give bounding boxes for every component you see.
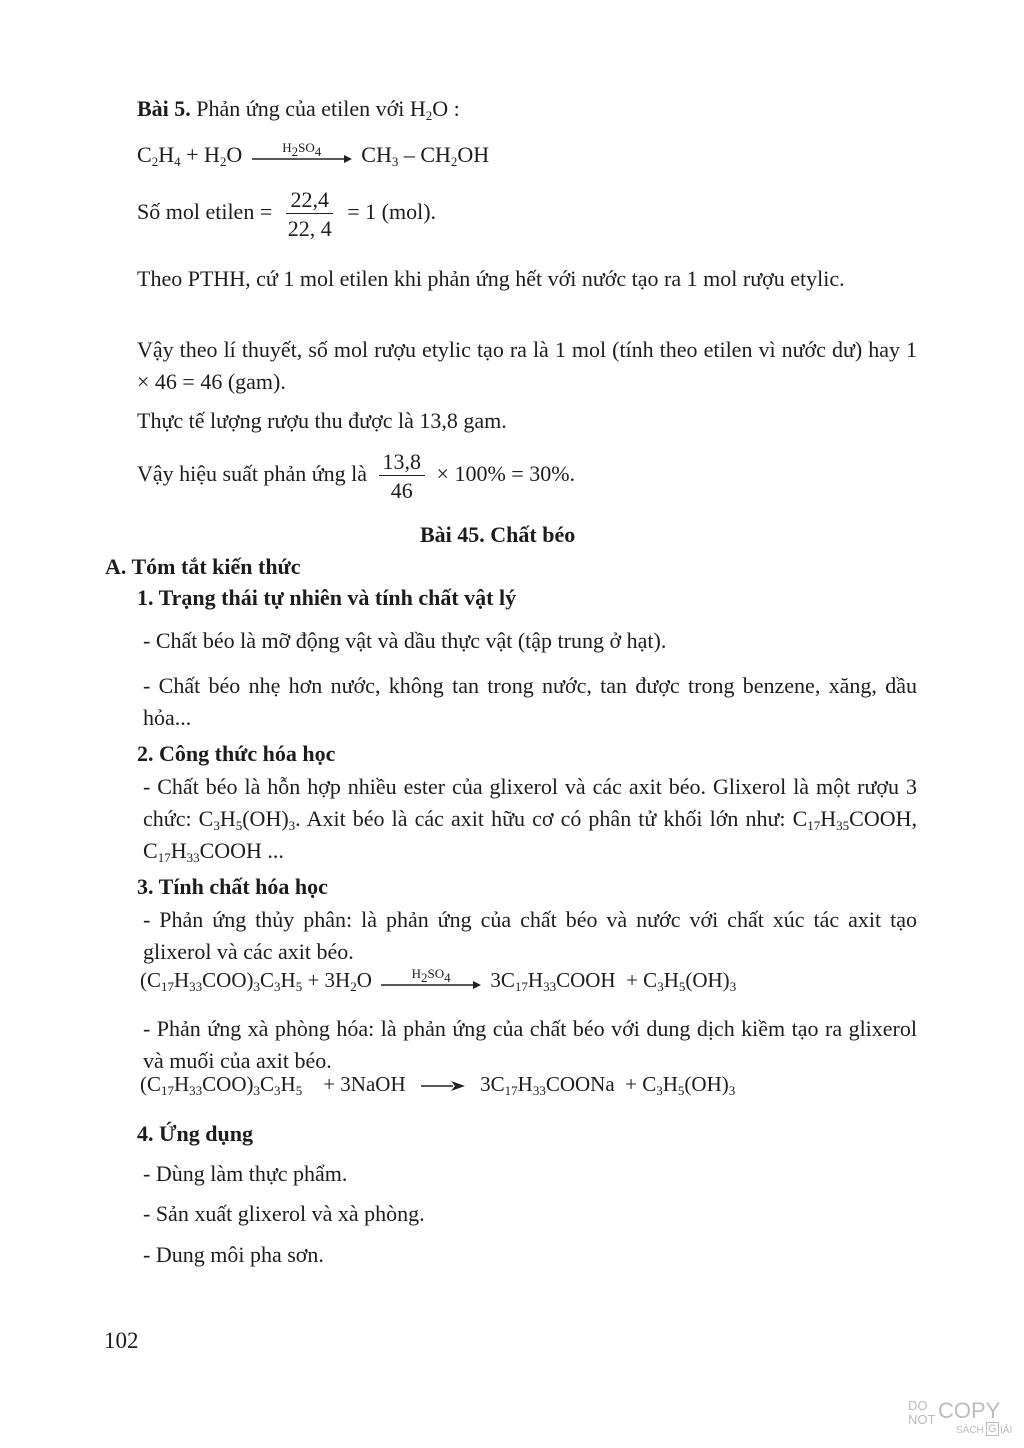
h2-paragraph: - Chất béo là hỗn hợp nhiều ester của glixerol và các axit béo. Glixerol là một rượu 3 chức: $C_3H_5(OH)_3$. Axit béo là các axit hữu cơ có phân tử khối lớn như: $C_{17}H_{35}COOH$, $C_{17}H_{33}COOH$ ...	[143, 774, 917, 865]
watermark-g: G	[988, 1423, 997, 1435]
heading-2: 2. Công thức hóa học	[137, 741, 336, 766]
mol-fraction: $\frac{22,4}{22, 4}$	[287, 187, 332, 242]
heading-1: 1. Trạng thái tự nhiên và tính chất vật lý	[137, 585, 517, 610]
paragraph-thuc-te: Thực tế lượng rượu thu được là 13,8 gam.	[137, 408, 507, 433]
h3-hydrolysis-text: - Phản ứng thủy phân: là phản ứng của chất béo và nước với chất xúc tác axit tạo glixerol và các axit béo.	[143, 907, 917, 964]
watermark-sach: SÁCH	[956, 1425, 984, 1436]
h4-bullet-1: - Dùng làm thực phẩm.	[143, 1161, 348, 1186]
paragraph-theo-pthh: Theo PTHH, cứ 1 mol etilen khi phản ứng hết với nước tạo ra 1 mol rượu etylic.	[137, 266, 845, 291]
bai5-label: Bài 5.	[137, 96, 191, 121]
reaction-hydrolysis: $(C_{17}H_{33}COO)_3C_3H_5 + 3H_2O$ $H_2SO_4$ $3C_{17}H_{33}COOH + C_3H_5(OH)_3$	[140, 965, 737, 994]
heading-3: 3. Tính chất hóa học	[137, 874, 328, 899]
arrow-icon	[381, 980, 481, 990]
mol-calculation: Số mol etilen = $\frac{22,4}{22, 4}$ = 1 (mol).	[137, 187, 437, 242]
h1-bullet-1: - Chất béo là mỡ động vật và dầu thực vật (tập trung ở hạt).	[143, 628, 667, 653]
watermark-copy: COPY	[938, 1398, 1001, 1423]
h1-bullet-2: - Chất béo nhẹ hơn nước, không tan trong nước, tan được trong benzene, xăng, dầu hỏa...	[143, 673, 917, 730]
watermark-not: NOT	[908, 1412, 936, 1427]
catalyst-label: $H_2SO_4$	[282, 140, 322, 160]
watermark-logo	[908, 1398, 1013, 1442]
section-a-heading: A. Tóm tắt kiến thức	[105, 554, 301, 579]
watermark-iai: IẢI	[1000, 1425, 1013, 1436]
h4-bullet-3: - Dung môi pha sơn.	[143, 1242, 324, 1267]
page-number: 102	[104, 1328, 139, 1353]
watermark-do: DO	[908, 1398, 928, 1413]
h4-bullet-2: - Sản xuất glixerol và xà phòng.	[143, 1201, 425, 1226]
arrow-icon	[421, 1080, 465, 1092]
paragraph-ly-thuyet: Vậy theo lí thuyết, số mol rượu etylic tạo ra là 1 mol (tính theo etilen vì nước dư) hay 1 × 46 = 46 (gam).	[137, 337, 917, 394]
reaction-arrow	[252, 141, 352, 164]
bai5-title: Bài 5. Phản ứng của etilen với $H_2O$ :	[137, 96, 460, 123]
reaction-saponification: $(C_{17}H_{33}COO)_3C_3H_5$ + 3NaOH $3C_{17}H_{33}COONa + C_3H_5(OH)_3$	[140, 1072, 736, 1098]
equation-etilen-hydration: $C_2H_4 + H_2O$ $H_2SO_4$ $CH_3 - CH_2OH$	[137, 140, 490, 169]
reaction-arrow-hydrolysis: $H_2SO_4$	[381, 967, 481, 990]
efficiency-fraction: $\frac{13,8}{46}$	[379, 450, 426, 502]
lesson-title: Bài 45. Chất béo	[420, 522, 576, 547]
h3-saponification-text: - Phản ứng xà phòng hóa: là phản ứng của chất béo với dung dịch kiềm tạo ra glixerol và muối của axit béo.	[143, 1016, 917, 1073]
heading-4: 4. Ứng dụng	[137, 1121, 253, 1146]
efficiency-calculation: Vậy hiệu suất phản ứng là $\frac{13,8}{46}$ × 100% = 30%.	[137, 449, 576, 504]
arrow-icon	[252, 154, 352, 164]
